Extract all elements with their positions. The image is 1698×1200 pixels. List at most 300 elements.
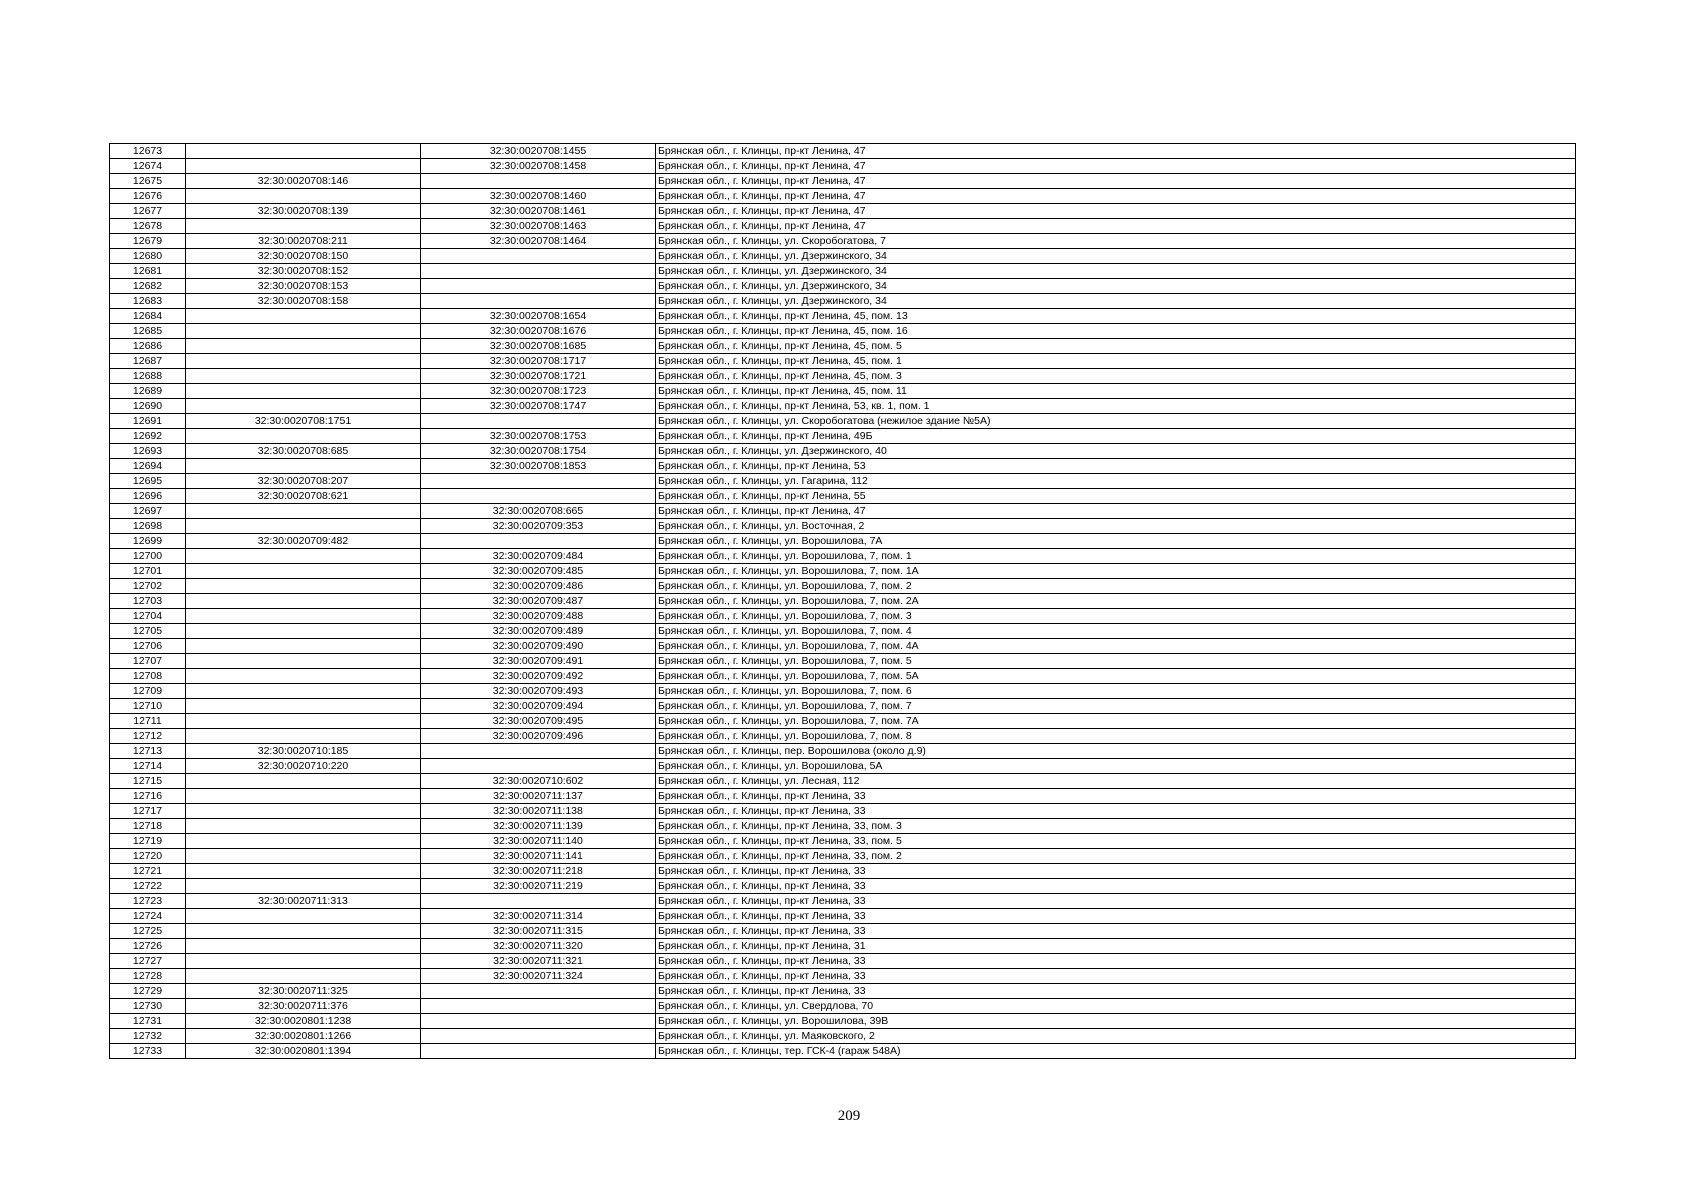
address-cell: Брянская обл., г. Клинцы, пр-кт Ленина, 33, пом. 3 (656, 819, 1576, 834)
object-cadastral-number-cell: 32:30:0020709:489 (421, 624, 656, 639)
object-cadastral-number-cell: 32:30:0020711:324 (421, 969, 656, 984)
address-cell: Брянская обл., г. Клинцы, ул. Восточная, 2 (656, 519, 1576, 534)
object-cadastral-number-cell: 32:30:0020708:1723 (421, 384, 656, 399)
land-cadastral-number-cell (186, 519, 421, 534)
row-number-cell: 12688 (110, 369, 186, 384)
address-cell: Брянская обл., г. Клинцы, ул. Ворошилова, 7, пом. 5 (656, 654, 1576, 669)
land-cadastral-number-cell (186, 594, 421, 609)
land-cadastral-number-cell (186, 504, 421, 519)
address-cell: Брянская обл., г. Клинцы, ул. Ворошилова, 7, пом. 1А (656, 564, 1576, 579)
address-cell: Брянская обл., г. Клинцы, ул. Ворошилова, 7, пом. 1 (656, 549, 1576, 564)
object-cadastral-number-cell (421, 744, 656, 759)
row-number-cell: 12697 (110, 504, 186, 519)
object-cadastral-number-cell: 32:30:0020711:138 (421, 804, 656, 819)
address-cell: Брянская обл., г. Клинцы, пр-кт Ленина, 53 (656, 459, 1576, 474)
land-cadastral-number-cell: 32:30:0020708:211 (186, 234, 421, 249)
land-cadastral-number-cell (186, 579, 421, 594)
table-row (110, 984, 1576, 999)
address-cell: Брянская обл., г. Клинцы, ул. Скоробогатова (нежилое здание №5А) (656, 414, 1576, 429)
table-row (110, 729, 1576, 744)
row-number-cell: 12732 (110, 1029, 186, 1044)
object-cadastral-number-cell: 32:30:0020709:484 (421, 549, 656, 564)
object-cadastral-number-cell: 32:30:0020709:496 (421, 729, 656, 744)
land-cadastral-number-cell (186, 954, 421, 969)
address-cell: Брянская обл., г. Клинцы, пр-кт Ленина, 33 (656, 924, 1576, 939)
land-cadastral-number-cell (186, 909, 421, 924)
row-number-cell: 12712 (110, 729, 186, 744)
table-row (110, 519, 1576, 534)
table-row (110, 684, 1576, 699)
object-cadastral-number-cell: 32:30:0020710:602 (421, 774, 656, 789)
row-number-cell: 12711 (110, 714, 186, 729)
table-row (110, 789, 1576, 804)
row-number-cell: 12724 (110, 909, 186, 924)
table-row (110, 639, 1576, 654)
table-row (110, 909, 1576, 924)
row-number-cell: 12677 (110, 204, 186, 219)
row-number-cell: 12684 (110, 309, 186, 324)
land-cadastral-number-cell (186, 624, 421, 639)
table-row (110, 699, 1576, 714)
address-cell: Брянская обл., г. Клинцы, пр-кт Ленина, 47 (656, 144, 1576, 159)
address-cell: Брянская обл., г. Клинцы, ул. Ворошилова, 7, пом. 7А (656, 714, 1576, 729)
land-cadastral-number-cell (186, 834, 421, 849)
address-cell: Брянская обл., г. Клинцы, пр-кт Ленина, 47 (656, 219, 1576, 234)
object-cadastral-number-cell: 32:30:0020709:353 (421, 519, 656, 534)
object-cadastral-number-cell: 32:30:0020708:1676 (421, 324, 656, 339)
row-number-cell: 12675 (110, 174, 186, 189)
land-cadastral-number-cell: 32:30:0020711:325 (186, 984, 421, 999)
address-cell: Брянская обл., г. Клинцы, ул. Лесная, 112 (656, 774, 1576, 789)
table-row (110, 879, 1576, 894)
object-cadastral-number-cell: 32:30:0020709:492 (421, 669, 656, 684)
land-cadastral-number-cell: 32:30:0020710:220 (186, 759, 421, 774)
land-cadastral-number-cell (186, 384, 421, 399)
land-cadastral-number-cell (186, 399, 421, 414)
land-cadastral-number-cell (186, 549, 421, 564)
row-number-cell: 12698 (110, 519, 186, 534)
address-cell: Брянская обл., г. Клинцы, ул. Ворошилова, 7, пом. 4А (656, 639, 1576, 654)
table-row (110, 309, 1576, 324)
row-number-cell: 12728 (110, 969, 186, 984)
row-number-cell: 12709 (110, 684, 186, 699)
address-cell: Брянская обл., г. Клинцы, пр-кт Ленина, 33 (656, 879, 1576, 894)
object-cadastral-number-cell (421, 534, 656, 549)
address-cell: Брянская обл., г. Клинцы, пр-кт Ленина, 33 (656, 864, 1576, 879)
row-number-cell: 12720 (110, 849, 186, 864)
row-number-cell: 12685 (110, 324, 186, 339)
land-cadastral-number-cell: 32:30:0020708:153 (186, 279, 421, 294)
land-cadastral-number-cell (186, 969, 421, 984)
table-row (110, 624, 1576, 639)
object-cadastral-number-cell: 32:30:0020708:1721 (421, 369, 656, 384)
table-row (110, 279, 1576, 294)
address-cell: Брянская обл., г. Клинцы, пр-кт Ленина, 33 (656, 804, 1576, 819)
land-cadastral-number-cell (186, 354, 421, 369)
object-cadastral-number-cell: 32:30:0020709:494 (421, 699, 656, 714)
table-row (110, 459, 1576, 474)
table-row (110, 954, 1576, 969)
land-cadastral-number-cell (186, 804, 421, 819)
table-body (110, 144, 1576, 1059)
address-cell: Брянская обл., г. Клинцы, ул. Гагарина, 112 (656, 474, 1576, 489)
object-cadastral-number-cell: 32:30:0020708:1464 (421, 234, 656, 249)
table-row (110, 1044, 1576, 1059)
land-cadastral-number-cell: 32:30:0020708:207 (186, 474, 421, 489)
row-number-cell: 12692 (110, 429, 186, 444)
object-cadastral-number-cell: 32:30:0020711:141 (421, 849, 656, 864)
row-number-cell: 12707 (110, 654, 186, 669)
row-number-cell: 12702 (110, 579, 186, 594)
row-number-cell: 12721 (110, 864, 186, 879)
address-cell: Брянская обл., г. Клинцы, ул. Ворошилова, 7А (656, 534, 1576, 549)
row-number-cell: 12717 (110, 804, 186, 819)
object-cadastral-number-cell (421, 294, 656, 309)
object-cadastral-number-cell: 32:30:0020711:137 (421, 789, 656, 804)
land-cadastral-number-cell (186, 699, 421, 714)
land-cadastral-number-cell (186, 729, 421, 744)
object-cadastral-number-cell: 32:30:0020709:493 (421, 684, 656, 699)
object-cadastral-number-cell: 32:30:0020709:495 (421, 714, 656, 729)
land-cadastral-number-cell (186, 339, 421, 354)
object-cadastral-number-cell: 32:30:0020708:1463 (421, 219, 656, 234)
land-cadastral-number-cell (186, 609, 421, 624)
object-cadastral-number-cell (421, 894, 656, 909)
land-cadastral-number-cell (186, 819, 421, 834)
object-cadastral-number-cell: 32:30:0020709:490 (421, 639, 656, 654)
address-cell: Брянская обл., г. Клинцы, пр-кт Ленина, 45, пом. 11 (656, 384, 1576, 399)
address-cell: Брянская обл., г. Клинцы, пр-кт Ленина, 45, пом. 16 (656, 324, 1576, 339)
land-cadastral-number-cell (186, 714, 421, 729)
land-cadastral-number-cell (186, 924, 421, 939)
land-cadastral-number-cell (186, 369, 421, 384)
row-number-cell: 12689 (110, 384, 186, 399)
row-number-cell: 12693 (110, 444, 186, 459)
land-cadastral-number-cell: 32:30:0020708:152 (186, 264, 421, 279)
land-cadastral-number-cell (186, 669, 421, 684)
table-row (110, 399, 1576, 414)
table-row (110, 1029, 1576, 1044)
address-cell: Брянская обл., г. Клинцы, пр-кт Ленина, 45, пом. 1 (656, 354, 1576, 369)
land-cadastral-number-cell (186, 144, 421, 159)
address-cell: Брянская обл., г. Клинцы, ул. Ворошилова, 7, пом. 7 (656, 699, 1576, 714)
land-cadastral-number-cell (186, 864, 421, 879)
table-row (110, 339, 1576, 354)
row-number-cell: 12674 (110, 159, 186, 174)
object-cadastral-number-cell: 32:30:0020711:139 (421, 819, 656, 834)
table-row (110, 444, 1576, 459)
object-cadastral-number-cell: 32:30:0020709:486 (421, 579, 656, 594)
object-cadastral-number-cell: 32:30:0020708:1461 (421, 204, 656, 219)
table-row (110, 759, 1576, 774)
table-row (110, 249, 1576, 264)
address-cell: Брянская обл., г. Клинцы, ул. Ворошилова, 7, пом. 2 (656, 579, 1576, 594)
row-number-cell: 12682 (110, 279, 186, 294)
table-row (110, 804, 1576, 819)
object-cadastral-number-cell: 32:30:0020711:314 (421, 909, 656, 924)
object-cadastral-number-cell: 32:30:0020708:665 (421, 504, 656, 519)
row-number-cell: 12694 (110, 459, 186, 474)
object-cadastral-number-cell: 32:30:0020711:218 (421, 864, 656, 879)
row-number-cell: 12699 (110, 534, 186, 549)
object-cadastral-number-cell (421, 1029, 656, 1044)
address-cell: Брянская обл., г. Клинцы, ул. Дзержинского, 34 (656, 264, 1576, 279)
table-row (110, 564, 1576, 579)
object-cadastral-number-cell (421, 264, 656, 279)
land-cadastral-number-cell (186, 189, 421, 204)
address-cell: Брянская обл., г. Клинцы, ул. Маяковского, 2 (656, 1029, 1576, 1044)
object-cadastral-number-cell (421, 279, 656, 294)
table-row (110, 864, 1576, 879)
row-number-cell: 12726 (110, 939, 186, 954)
row-number-cell: 12722 (110, 879, 186, 894)
address-cell: Брянская обл., г. Клинцы, ул. Ворошилова, 7, пом. 8 (656, 729, 1576, 744)
address-cell: Брянская обл., г. Клинцы, пр-кт Ленина, 49Б (656, 429, 1576, 444)
address-cell: Брянская обл., г. Клинцы, ул. Дзержинского, 34 (656, 249, 1576, 264)
land-cadastral-number-cell: 32:30:0020708:158 (186, 294, 421, 309)
table-row (110, 234, 1576, 249)
table-row (110, 219, 1576, 234)
table-row (110, 474, 1576, 489)
land-cadastral-number-cell (186, 564, 421, 579)
address-cell: Брянская обл., г. Клинцы, пр-кт Ленина, 33, пом. 5 (656, 834, 1576, 849)
land-cadastral-number-cell: 32:30:0020708:139 (186, 204, 421, 219)
row-number-cell: 12723 (110, 894, 186, 909)
land-cadastral-number-cell (186, 159, 421, 174)
row-number-cell: 12706 (110, 639, 186, 654)
row-number-cell: 12703 (110, 594, 186, 609)
row-number-cell: 12705 (110, 624, 186, 639)
row-number-cell: 12700 (110, 549, 186, 564)
table-row (110, 429, 1576, 444)
table-row (110, 894, 1576, 909)
table-row (110, 489, 1576, 504)
row-number-cell: 12678 (110, 219, 186, 234)
row-number-cell: 12673 (110, 144, 186, 159)
address-cell: Брянская обл., г. Клинцы, ул. Ворошилова, 39В (656, 1014, 1576, 1029)
row-number-cell: 12714 (110, 759, 186, 774)
address-cell: Брянская обл., г. Клинцы, ул. Ворошилова, 7, пом. 6 (656, 684, 1576, 699)
address-cell: Брянская обл., г. Клинцы, ул. Ворошилова, 5А (656, 759, 1576, 774)
row-number-cell: 12679 (110, 234, 186, 249)
land-cadastral-number-cell: 32:30:0020801:1266 (186, 1029, 421, 1044)
land-cadastral-number-cell (186, 849, 421, 864)
table-row (110, 204, 1576, 219)
land-cadastral-number-cell: 32:30:0020801:1238 (186, 1014, 421, 1029)
land-cadastral-number-cell (186, 429, 421, 444)
land-cadastral-number-cell (186, 684, 421, 699)
row-number-cell: 12676 (110, 189, 186, 204)
address-cell: Брянская обл., г. Клинцы, пр-кт Ленина, 33 (656, 909, 1576, 924)
address-cell: Брянская обл., г. Клинцы, пр-кт Ленина, 33 (656, 954, 1576, 969)
land-cadastral-number-cell (186, 789, 421, 804)
table-row (110, 654, 1576, 669)
land-cadastral-number-cell (186, 879, 421, 894)
row-number-cell: 12729 (110, 984, 186, 999)
row-number-cell: 12701 (110, 564, 186, 579)
table-row (110, 384, 1576, 399)
row-number-cell: 12708 (110, 669, 186, 684)
row-number-cell: 12696 (110, 489, 186, 504)
table-row (110, 294, 1576, 309)
object-cadastral-number-cell (421, 489, 656, 504)
row-number-cell: 12716 (110, 789, 186, 804)
table-row (110, 999, 1576, 1014)
table-row (110, 744, 1576, 759)
address-cell: Брянская обл., г. Клинцы, пр-кт Ленина, 31 (656, 939, 1576, 954)
address-cell: Брянская обл., г. Клинцы, пр-кт Ленина, 47 (656, 174, 1576, 189)
land-cadastral-number-cell: 32:30:0020709:482 (186, 534, 421, 549)
address-cell: Брянская обл., г. Клинцы, пр-кт Ленина, 55 (656, 489, 1576, 504)
table-row (110, 939, 1576, 954)
table-row (110, 264, 1576, 279)
address-cell: Брянская обл., г. Клинцы, ул. Дзержинского, 40 (656, 444, 1576, 459)
object-cadastral-number-cell (421, 759, 656, 774)
address-cell: Брянская обл., г. Клинцы, ул. Ворошилова, 7, пом. 4 (656, 624, 1576, 639)
row-number-cell: 12680 (110, 249, 186, 264)
object-cadastral-number-cell (421, 1014, 656, 1029)
object-cadastral-number-cell: 32:30:0020711:315 (421, 924, 656, 939)
row-number-cell: 12718 (110, 819, 186, 834)
land-cadastral-number-cell (186, 639, 421, 654)
address-cell: Брянская обл., г. Клинцы, пр-кт Ленина, 47 (656, 159, 1576, 174)
object-cadastral-number-cell (421, 414, 656, 429)
address-cell: Брянская обл., г. Клинцы, пр-кт Ленина, 33 (656, 894, 1576, 909)
table-row (110, 594, 1576, 609)
table-row (110, 924, 1576, 939)
row-number-cell: 12704 (110, 609, 186, 624)
row-number-cell: 12725 (110, 924, 186, 939)
row-number-cell: 12713 (110, 744, 186, 759)
row-number-cell: 12687 (110, 354, 186, 369)
row-number-cell: 12730 (110, 999, 186, 1014)
object-cadastral-number-cell: 32:30:0020708:1458 (421, 159, 656, 174)
row-number-cell: 12683 (110, 294, 186, 309)
land-cadastral-number-cell: 32:30:0020708:1751 (186, 414, 421, 429)
land-cadastral-number-cell (186, 774, 421, 789)
address-cell: Брянская обл., г. Клинцы, пр-кт Ленина, 47 (656, 204, 1576, 219)
address-cell: Брянская обл., г. Клинцы, пр-кт Ленина, 45, пом. 5 (656, 339, 1576, 354)
address-cell: Брянская обл., г. Клинцы, пр-кт Ленина, 53, кв. 1, пом. 1 (656, 399, 1576, 414)
address-cell: Брянская обл., г. Клинцы, пр-кт Ленина, 33 (656, 789, 1576, 804)
table-row (110, 579, 1576, 594)
object-cadastral-number-cell (421, 1044, 656, 1059)
land-cadastral-number-cell (186, 219, 421, 234)
address-cell: Брянская обл., г. Клинцы, тер. ГСК-4 (гараж 548А) (656, 1044, 1576, 1059)
object-cadastral-number-cell (421, 984, 656, 999)
land-cadastral-number-cell (186, 309, 421, 324)
land-cadastral-number-cell: 32:30:0020708:146 (186, 174, 421, 189)
table-row (110, 1014, 1576, 1029)
table-row (110, 414, 1576, 429)
object-cadastral-number-cell (421, 474, 656, 489)
land-cadastral-number-cell (186, 654, 421, 669)
table-row (110, 774, 1576, 789)
address-cell: Брянская обл., г. Клинцы, пр-кт Ленина, 33 (656, 984, 1576, 999)
address-cell: Брянская обл., г. Клинцы, пр-кт Ленина, 47 (656, 189, 1576, 204)
land-cadastral-number-cell (186, 939, 421, 954)
object-cadastral-number-cell (421, 174, 656, 189)
table-row (110, 819, 1576, 834)
row-number-cell: 12719 (110, 834, 186, 849)
object-cadastral-number-cell: 32:30:0020708:1753 (421, 429, 656, 444)
object-cadastral-number-cell: 32:30:0020708:1455 (421, 144, 656, 159)
address-cell: Брянская обл., г. Клинцы, пр-кт Ленина, 47 (656, 504, 1576, 519)
table-row (110, 669, 1576, 684)
address-cell: Брянская обл., г. Клинцы, пр-кт Ленина, 33 (656, 969, 1576, 984)
table-row (110, 834, 1576, 849)
table-row (110, 174, 1576, 189)
object-cadastral-number-cell: 32:30:0020708:1754 (421, 444, 656, 459)
land-cadastral-number-cell (186, 324, 421, 339)
table-row (110, 714, 1576, 729)
page-number: 209 (837, 1108, 861, 1124)
object-cadastral-number-cell (421, 999, 656, 1014)
address-cell: Брянская обл., г. Клинцы, ул. Ворошилова, 7, пом. 3 (656, 609, 1576, 624)
table-row (110, 534, 1576, 549)
row-number-cell: 12715 (110, 774, 186, 789)
table-row (110, 189, 1576, 204)
land-cadastral-number-cell: 32:30:0020708:685 (186, 444, 421, 459)
land-cadastral-number-cell: 32:30:0020710:185 (186, 744, 421, 759)
object-cadastral-number-cell: 32:30:0020708:1853 (421, 459, 656, 474)
object-cadastral-number-cell: 32:30:0020709:487 (421, 594, 656, 609)
address-cell: Брянская обл., г. Клинцы, пер. Ворошилова (около д.9) (656, 744, 1576, 759)
row-number-cell: 12686 (110, 339, 186, 354)
table-row (110, 549, 1576, 564)
cadastral-table (109, 143, 1576, 1059)
table-row (110, 849, 1576, 864)
object-cadastral-number-cell: 32:30:0020711:321 (421, 954, 656, 969)
object-cadastral-number-cell: 32:30:0020708:1717 (421, 354, 656, 369)
table-row (110, 504, 1576, 519)
address-cell: Брянская обл., г. Клинцы, пр-кт Ленина, 33, пом. 2 (656, 849, 1576, 864)
land-cadastral-number-cell: 32:30:0020801:1394 (186, 1044, 421, 1059)
row-number-cell: 12695 (110, 474, 186, 489)
table-row (110, 324, 1576, 339)
object-cadastral-number-cell (421, 249, 656, 264)
row-number-cell: 12710 (110, 699, 186, 714)
address-cell: Брянская обл., г. Клинцы, ул. Ворошилова, 7, пом. 2А (656, 594, 1576, 609)
row-number-cell: 12727 (110, 954, 186, 969)
address-cell: Брянская обл., г. Клинцы, ул. Дзержинского, 34 (656, 279, 1576, 294)
table-row (110, 354, 1576, 369)
address-cell: Брянская обл., г. Клинцы, ул. Ворошилова, 7, пом. 5А (656, 669, 1576, 684)
object-cadastral-number-cell: 32:30:0020708:1747 (421, 399, 656, 414)
row-number-cell: 12733 (110, 1044, 186, 1059)
object-cadastral-number-cell: 32:30:0020708:1685 (421, 339, 656, 354)
address-cell: Брянская обл., г. Клинцы, пр-кт Ленина, 45, пом. 3 (656, 369, 1576, 384)
address-cell: Брянская обл., г. Клинцы, ул. Скоробогатова, 7 (656, 234, 1576, 249)
address-cell: Брянская обл., г. Клинцы, ул. Свердлова, 70 (656, 999, 1576, 1014)
address-cell: Брянская обл., г. Клинцы, ул. Дзержинского, 34 (656, 294, 1576, 309)
table-row (110, 369, 1576, 384)
object-cadastral-number-cell: 32:30:0020708:1460 (421, 189, 656, 204)
table-row (110, 159, 1576, 174)
land-cadastral-number-cell: 32:30:0020711:376 (186, 999, 421, 1014)
row-number-cell: 12731 (110, 1014, 186, 1029)
table-row (110, 144, 1576, 159)
object-cadastral-number-cell: 32:30:0020711:219 (421, 879, 656, 894)
table-row (110, 609, 1576, 624)
table-row (110, 969, 1576, 984)
row-number-cell: 12691 (110, 414, 186, 429)
row-number-cell: 12681 (110, 264, 186, 279)
land-cadastral-number-cell: 32:30:0020708:621 (186, 489, 421, 504)
row-number-cell: 12690 (110, 399, 186, 414)
object-cadastral-number-cell: 32:30:0020709:488 (421, 609, 656, 624)
object-cadastral-number-cell: 32:30:0020711:140 (421, 834, 656, 849)
